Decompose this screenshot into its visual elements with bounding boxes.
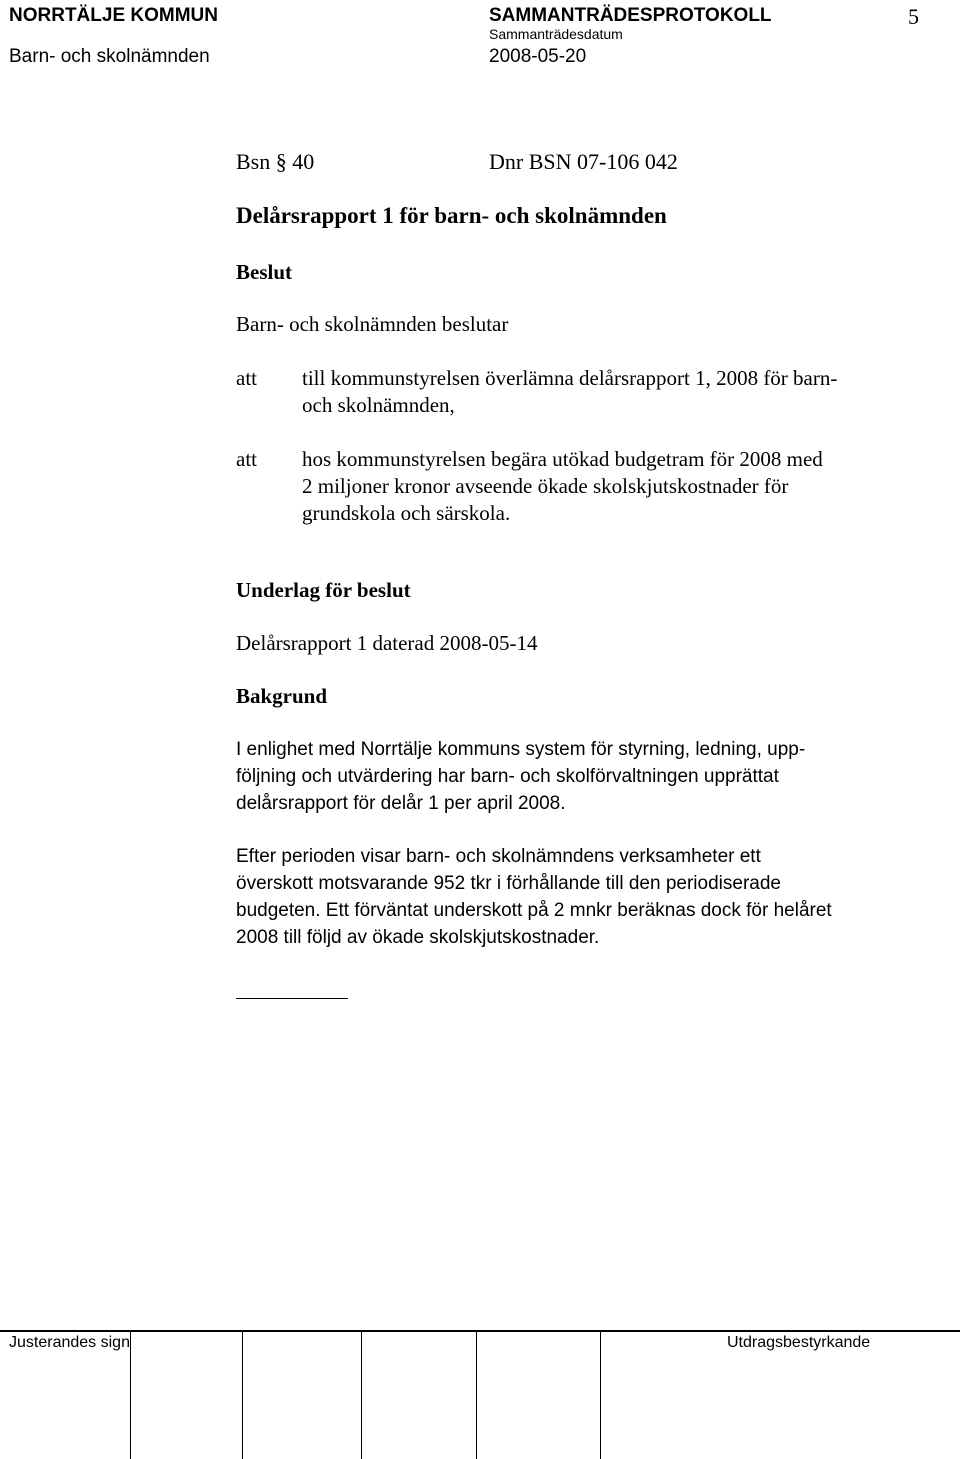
committee-name: Barn- och skolnämnden: [9, 46, 210, 67]
paragraph-line: Efter perioden visar barn- och skolnämndens verksamheter ett: [236, 846, 761, 867]
att-marker: att: [236, 366, 257, 390]
paragraph-line: delårsrapport för delår 1 per april 2008.: [236, 793, 566, 814]
utdragsbestyrkande-label: Utdragsbestyrkande: [727, 1334, 871, 1351]
decision-item-line: och skolnämnden,: [302, 393, 455, 417]
paragraph-line: 2008 till följd av ökade skolskjutskostnader.: [236, 927, 600, 948]
section-number: Bsn § 40: [236, 149, 315, 174]
case-title: Delårsrapport 1 för barn- och skolnämnden: [236, 203, 667, 228]
basis-text: Delårsrapport 1 daterad 2008-05-14: [236, 631, 538, 655]
footer-rule: [0, 1330, 960, 1332]
sign-box-divider: [130, 1332, 131, 1459]
decision-item-line: grundskola och särskola.: [302, 501, 511, 525]
background-heading: Bakgrund: [236, 684, 328, 708]
decision-heading: Beslut: [236, 260, 293, 284]
sign-box-divider: [600, 1332, 601, 1459]
sign-box-divider: [476, 1332, 477, 1459]
meeting-date: 2008-05-20: [489, 46, 587, 67]
paragraph-line: överskott motsvarande 952 tkr i förhållande till den periodiserade: [236, 873, 781, 894]
basis-heading: Underlag för beslut: [236, 578, 411, 602]
decision-intro: Barn- och skolnämnden beslutar: [236, 312, 509, 336]
paragraph-line: I enlighet med Norrtälje kommuns system för styrning, ledning, upp-: [236, 739, 806, 760]
date-label: Sammanträdesdatum: [489, 26, 623, 42]
paragraph-line: budgeten. Ett förväntat underskott på 2 mnkr beräknas dock för helåret: [236, 900, 832, 921]
sign-box-divider: [242, 1332, 243, 1459]
att-marker: att: [236, 447, 257, 471]
justerandes-sign-label: Justerandes sign: [9, 1334, 130, 1351]
diary-number: Dnr BSN 07-106 042: [489, 149, 678, 174]
paragraph-line: följning och utvärdering har barn- och skolförvaltningen upprättat: [236, 766, 779, 787]
protocol-title: SAMMANTRÄDESPROTOKOLL: [489, 5, 772, 26]
section-end-rule: [236, 998, 348, 999]
page-number: 5: [908, 4, 919, 29]
municipality-name: NORRTÄLJE KOMMUN: [9, 5, 218, 26]
sign-box-divider: [361, 1332, 362, 1459]
decision-item-line: till kommunstyrelsen överlämna delårsrapport 1, 2008 för barn-: [302, 366, 838, 390]
decision-item-line: 2 miljoner kronor avseende ökade skolskjutskostnader för: [302, 474, 789, 498]
decision-item-line: hos kommunstyrelsen begära utökad budgetram för 2008 med: [302, 447, 823, 471]
